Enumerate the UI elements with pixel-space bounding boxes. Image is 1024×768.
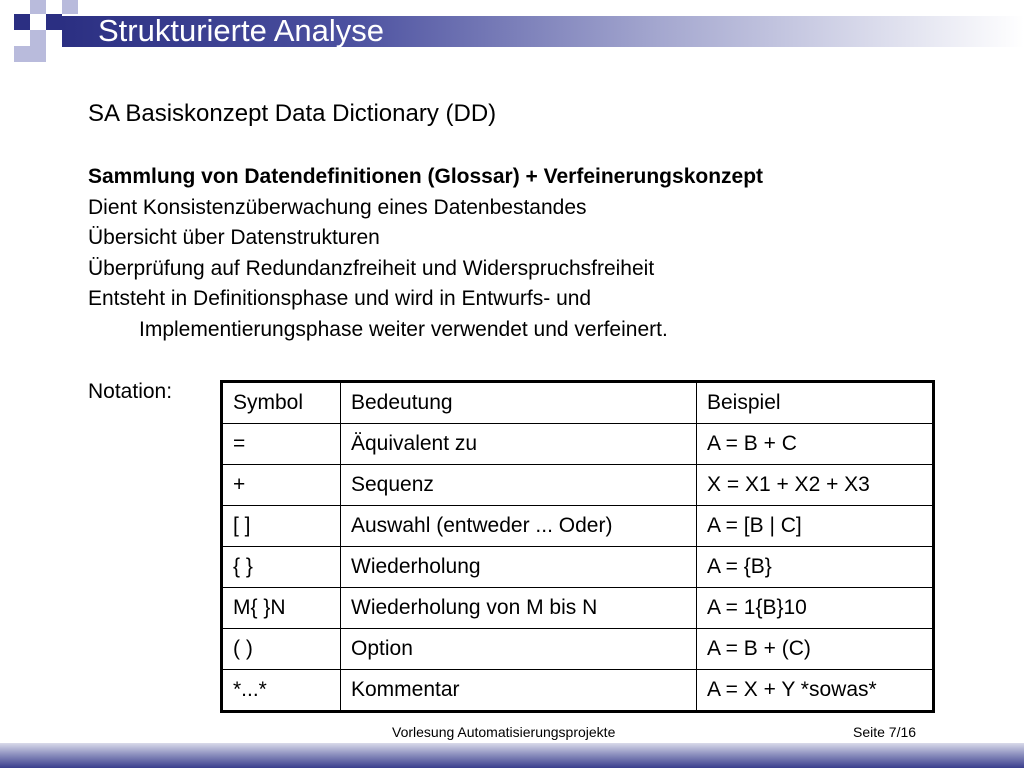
text-line: Übersicht über Datenstrukturen — [88, 226, 380, 249]
section-subtitle: SA Basiskonzept Data Dictionary (DD) — [88, 100, 497, 127]
footer-bar — [0, 743, 1024, 768]
example-cell: A = {B} — [697, 547, 934, 588]
table-row — [222, 629, 934, 670]
table-row — [222, 670, 934, 712]
symbol-cell: { } — [222, 547, 341, 588]
table-row — [222, 424, 934, 465]
table-row — [222, 506, 934, 547]
logo-square — [14, 46, 30, 62]
footer-course-title: Vorlesung Automatisierungsprojekte — [392, 724, 616, 740]
text-line-continued: Implementierungsphase weiter verwendet und verfeinert. — [139, 317, 668, 341]
table-header-cell: Bedeutung — [341, 382, 697, 424]
table-row — [222, 588, 934, 629]
logo-square — [30, 46, 46, 62]
slide-title: Strukturierte Analyse — [98, 13, 385, 48]
table-header-cell: Beispiel — [697, 382, 934, 424]
symbol-cell: = — [222, 424, 341, 465]
logo-square — [30, 30, 46, 46]
table-header-cell: Symbol — [222, 382, 341, 424]
example-cell: A = X + Y *sowas* — [697, 670, 934, 712]
symbol-cell: *...* — [222, 670, 341, 712]
notation-label: Notation: — [88, 380, 173, 403]
text-line: Dient Konsistenzüberwachung eines Datenbestandes — [88, 195, 587, 219]
notation-table — [220, 380, 935, 713]
example-cell: A = 1{B}10 — [697, 588, 934, 629]
logo-square — [46, 14, 62, 30]
meaning-cell: Kommentar — [341, 670, 697, 712]
footer-page-number: Seite 7/16 — [853, 724, 917, 740]
table-header-row — [222, 382, 934, 424]
logo-square — [30, 0, 46, 14]
table-row — [222, 547, 934, 588]
example-cell: A = [B | C] — [697, 506, 934, 547]
example-cell: X = X1 + X2 + X3 — [697, 465, 934, 506]
symbol-cell: M{ }N — [222, 588, 341, 629]
text-line: Entsteht in Definitionsphase und wird in Entwurfs- und — [88, 287, 592, 310]
meaning-cell: Wiederholung von M bis N — [341, 588, 697, 629]
table-row — [222, 465, 934, 506]
symbol-cell: [ ] — [222, 506, 341, 547]
meaning-cell: Sequenz — [341, 465, 697, 506]
example-cell: A = B + (C) — [697, 629, 934, 670]
text-line: Überprüfung auf Redundanzfreiheit und Widerspruchsfreiheit — [88, 256, 655, 280]
meaning-cell: Äquivalent zu — [341, 424, 697, 465]
body-text — [88, 162, 988, 345]
logo-square — [14, 14, 30, 30]
example-cell: A = B + C — [697, 424, 934, 465]
symbol-cell: + — [222, 465, 341, 506]
logo-square — [62, 0, 78, 14]
meaning-cell: Auswahl (entweder ... Oder) — [341, 506, 697, 547]
meaning-cell: Option — [341, 629, 697, 670]
lead-line: Sammlung von Datendefinitionen (Glossar) + Verfeinerungskonzept — [88, 165, 764, 188]
symbol-cell: ( ) — [222, 629, 341, 670]
meaning-cell: Wiederholung — [341, 547, 697, 588]
